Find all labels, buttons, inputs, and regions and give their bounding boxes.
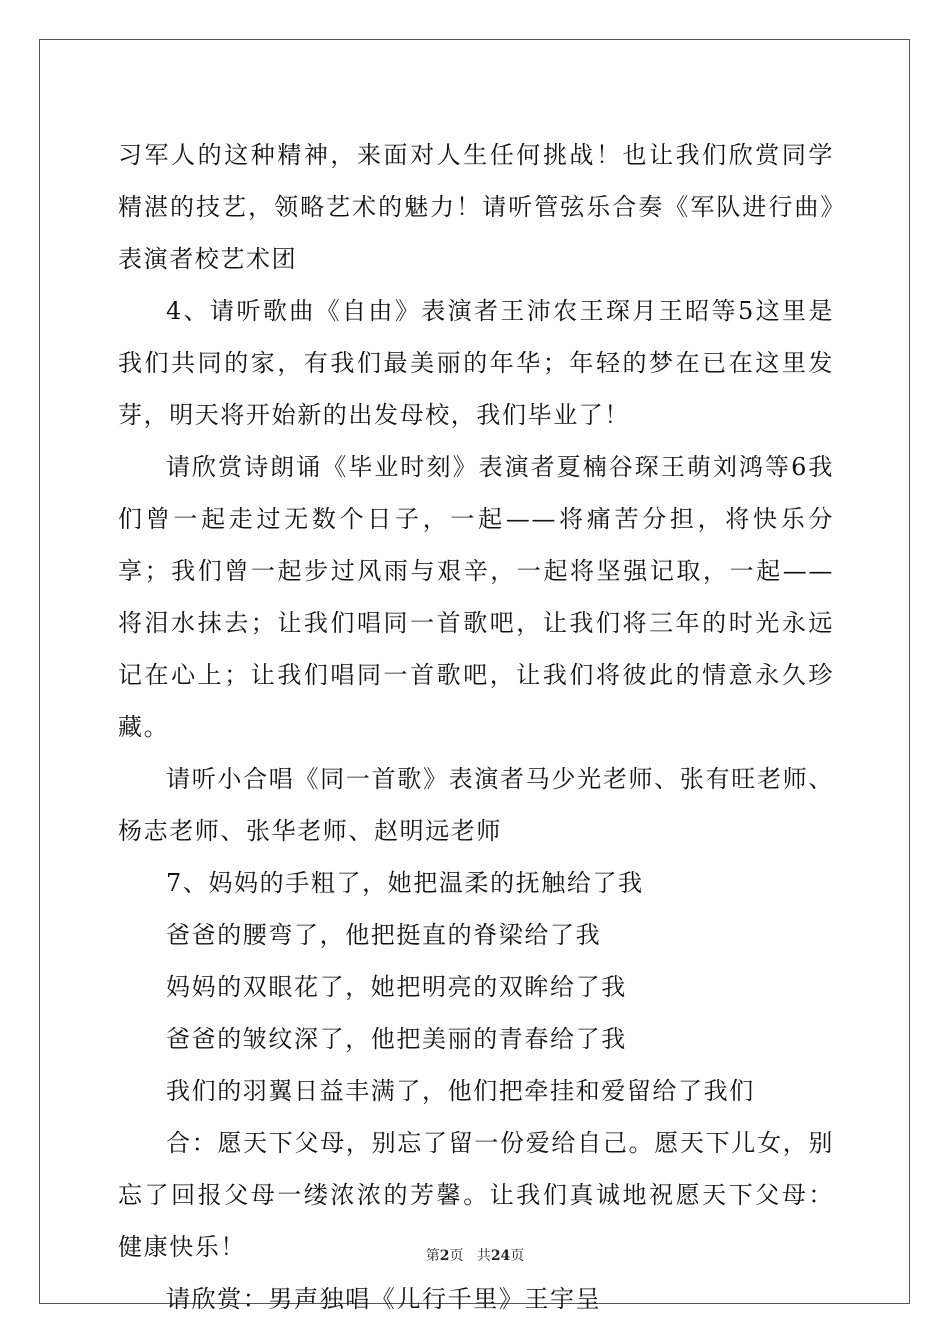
paragraph: 请欣赏：男声独唱《儿行千里》王宇呈: [166, 1285, 602, 1313]
footer-page-suffix: 页: [449, 1248, 464, 1264]
page-footer: [0, 1245, 950, 1265]
paragraph: 我们的羽翼日益丰满了，他们把牵挂和爱留给了我们: [166, 1077, 755, 1105]
paragraph: 7、妈妈的手粗了，她把温柔的抚触给了我: [166, 869, 644, 897]
footer-total-prefix: 共: [476, 1248, 491, 1264]
paragraph: 请听小合唱《同一首歌》表演者马少光老师、张有旺老师、杨志老师、张华老师、赵明远老师: [118, 765, 834, 845]
paragraph: 合：愿天下父母，别忘了留一份爱给自己。愿天下儿女，别忘了回报父母一缕浓浓的芳馨。让我们真诚地祝愿天下父母：健康快乐！: [118, 1129, 834, 1261]
document-body: [118, 129, 834, 1325]
paragraph: 习军人的这种精神，来面对人生任何挑战！也让我们欣赏同学精湛的技艺，领略艺术的魅力！请听管弦乐合奏《军队进行曲》表演者校艺术团: [118, 141, 834, 273]
paragraph: 爸爸的腰弯了，他把挺直的脊梁给了我: [166, 921, 602, 949]
paragraph: 妈妈的双眼花了，她把明亮的双眸给了我: [166, 973, 627, 1001]
footer-prefix: 第: [425, 1248, 440, 1264]
paragraph: 请欣赏诗朗诵《毕业时刻》表演者夏楠谷琛王萌刘鸿等6我们曾一起走过无数个日子，一起——将痛苦分担，将快乐分享；我们曾一起步过风雨与艰辛，一起将坚强记取，一起——将泪水抹去；让我们唱同一首歌吧，让我们将三年的时光永远记在心上；让我们唱同一首歌吧，让我们将彼此的情意永久珍藏。: [118, 453, 834, 741]
current-page-number: 2: [439, 1248, 450, 1264]
paragraph: 4、请听歌曲《自由》表演者王沛农王琛月王昭等5这里是我们共同的家，有我们最美丽的年华；年轻的梦在已在这里发芽，明天将开始新的出发母校，我们毕业了！: [118, 297, 834, 429]
footer-total-suffix: 页: [510, 1248, 525, 1264]
paragraph: 爸爸的皱纹深了，他把美丽的青春给了我: [166, 1025, 627, 1053]
total-pages-number: 24: [490, 1248, 511, 1264]
